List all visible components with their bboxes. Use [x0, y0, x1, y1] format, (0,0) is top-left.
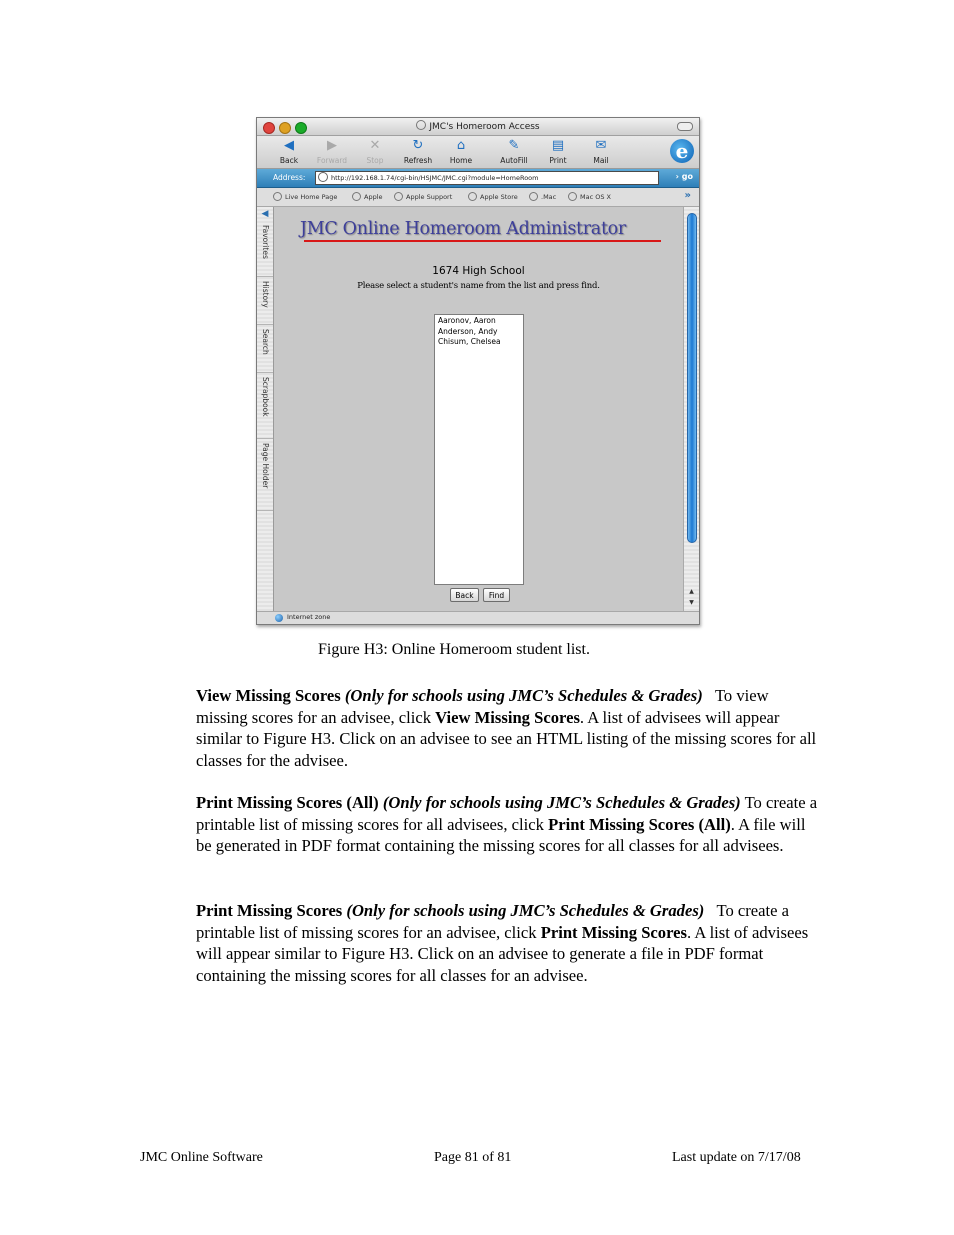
home-icon: ⌂ [456, 138, 466, 153]
print-button[interactable]: ▤ Print [549, 138, 567, 165]
forward-button[interactable]: ▶ Forward [316, 138, 348, 165]
home-button[interactable]: ⌂ Home [449, 138, 473, 165]
autofill-button[interactable]: ✎ AutoFill [500, 138, 528, 165]
section-title: View Missing Scores [196, 686, 341, 705]
explorer-sidebar [257, 207, 274, 611]
sidebar-collapse-icon[interactable]: ◀ [261, 209, 269, 219]
section-print-missing-scores-all: Print Missing Scores (All) (Only for schools using JMC’s Schedules & Grades) To create a printable list of missing scores for all advisees, click Print Missing Scores (All). A file will be generated in PDF format containing the missing scores for all classes for all advisees. [196, 793, 818, 856]
section-note: (Only for schools using JMC’s Schedules & Grades) [382, 793, 741, 812]
globe-icon [352, 192, 361, 201]
window-titlebar [257, 118, 699, 136]
page-globe-icon [318, 172, 328, 182]
page-globe-icon [416, 120, 426, 130]
favorite-link[interactable]: Live Home Page [273, 192, 337, 201]
autofill-pen-icon: ✎ [508, 138, 520, 153]
section-note: (Only for schools using JMC’s Schedules & Grades) [346, 901, 705, 920]
forward-arrow-icon: ▶ [327, 138, 337, 153]
section-note: (Only for schools using JMC’s Schedules & Grades) [344, 686, 703, 705]
favorites-bar [257, 188, 699, 207]
student-select-list[interactable] [434, 314, 524, 585]
status-bar [257, 611, 699, 625]
address-input[interactable]: http://192.168.1.74/cgi-bin/HSJMC/JMC.cgi?module=HomeRoom [315, 171, 659, 185]
section-view-missing-scores: View Missing Scores (Only for schools using JMC’s Schedules & Grades) To view missing scores for an advisee, click View Missing Scores. A list of advisees will appear similar to Figure H3. Click on an advisee to see an HTML listing of the missing scores for all classes for the advisee. [196, 686, 817, 770]
sidebar-tab-favorites[interactable]: Favorites [257, 221, 273, 277]
vertical-scrollbar[interactable] [683, 207, 699, 611]
refresh-button[interactable]: ↻ Refresh [403, 138, 433, 165]
printer-icon: ▤ [551, 138, 565, 153]
footer-last-update: Last update on 7/17/08 [672, 1150, 801, 1165]
more-favorites-chevron-icon[interactable]: » [684, 190, 691, 201]
browser-window-figure [256, 117, 700, 625]
browser-toolbar [257, 136, 699, 169]
window-title: JMC's Homeroom Access [429, 122, 540, 132]
sidebar-tab-history[interactable]: History [257, 277, 273, 325]
back-button[interactable]: ◀ Back [279, 138, 299, 165]
refresh-icon: ↻ [412, 138, 424, 153]
footer-page-number: Page 81 of 81 [434, 1150, 512, 1165]
favorite-link[interactable]: Apple Store [468, 192, 518, 201]
scroll-up-arrow-icon[interactable]: ▲ [689, 588, 694, 595]
sidebar-tab-search[interactable]: Search [257, 325, 273, 373]
toolbar-toggle-button[interactable] [677, 122, 693, 131]
section-print-missing-scores: Print Missing Scores (Only for schools using JMC’s Schedules & Grades) To create a printable list of missing scores for an advisee, click Print Missing Scores. A list of advisees will appear similar to Figure H3. Click on an advisee to generate a file in PDF format containing the missing scores for all classes for an advisee. [196, 901, 809, 985]
footer-left: JMC Online Software [140, 1150, 263, 1165]
mail-envelope-icon: ✉ [595, 138, 607, 153]
school-name: 1674 High School [432, 265, 525, 277]
mail-button[interactable]: ✉ Mail [593, 138, 609, 165]
figure-caption: Figure H3: Online Homeroom student list. [318, 641, 590, 658]
status-text: Internet zone [287, 613, 331, 621]
student-option[interactable]: Anderson, Andy [438, 326, 498, 336]
globe-icon [468, 192, 477, 201]
student-option[interactable]: Chisum, Chelsea [438, 337, 501, 346]
globe-icon [394, 192, 403, 201]
favorite-link[interactable]: .Mac [529, 192, 556, 201]
back-arrow-icon: ◀ [284, 138, 294, 153]
scrollbar-thumb[interactable] [687, 213, 697, 543]
favorite-link[interactable]: Mac OS X [568, 192, 611, 201]
favorite-link[interactable]: Apple [352, 192, 383, 201]
back-form-button[interactable]: Back [450, 588, 479, 602]
internet-explorer-logo-icon: e [670, 139, 694, 163]
sidebar-tab-scrapbook[interactable]: Scrapbook [257, 373, 273, 439]
student-option[interactable]: Aaronov, Aaron [438, 316, 496, 325]
scroll-down-arrow-icon[interactable]: ▼ [689, 599, 694, 606]
find-button[interactable]: Find [483, 588, 510, 602]
stop-x-icon: ✕ [369, 138, 381, 153]
sidebar-tab-page-holder[interactable]: Page Holder [257, 439, 273, 511]
heading-underline [304, 240, 661, 242]
address-label: Address: [273, 173, 306, 182]
favorite-link[interactable]: Apple Support [394, 192, 452, 201]
address-bar [257, 169, 699, 188]
internet-zone-globe-icon [275, 614, 283, 622]
section-title: Print Missing Scores (All) [196, 793, 379, 812]
web-page-content [274, 207, 683, 611]
stop-button[interactable]: ✕ Stop [366, 138, 384, 165]
globe-icon [273, 192, 282, 201]
page-heading: JMC Online Homeroom Administrator [300, 219, 626, 239]
instructions-text: Please select a student's name from the list and press find. [357, 281, 600, 291]
globe-icon [568, 192, 577, 201]
globe-icon [529, 192, 538, 201]
section-title: Print Missing Scores [196, 901, 343, 920]
go-button[interactable]: › go [675, 172, 693, 181]
